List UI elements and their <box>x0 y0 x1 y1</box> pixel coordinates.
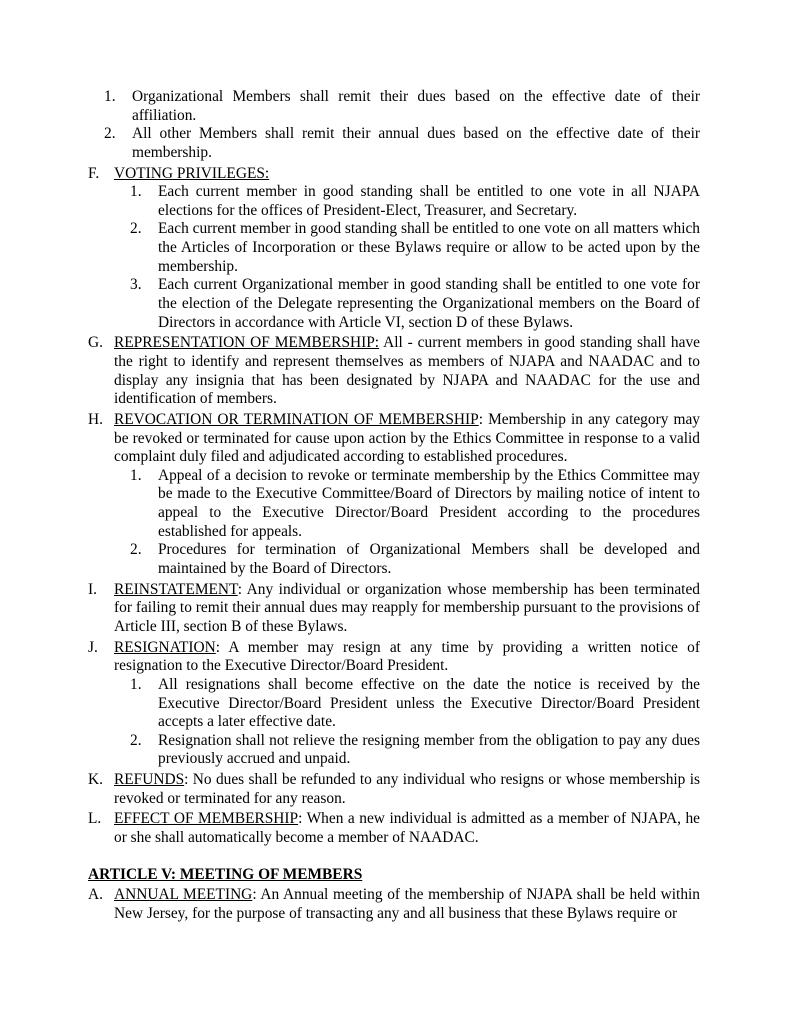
list-marker: 3. <box>130 276 142 294</box>
section-h <box>88 411 700 579</box>
section-heading: REVOCATION OR TERMINATION OF MEMBERSHIP <box>114 410 479 428</box>
section-heading: REFUNDS <box>114 771 185 789</box>
list-marker: 2. <box>130 731 142 749</box>
section-paragraph <box>114 581 700 637</box>
section-heading: REINSTATEMENT <box>114 580 238 598</box>
page-content <box>88 88 700 924</box>
section-heading: EFFECT OF MEMBERSHIP <box>114 810 299 828</box>
article-sections-list <box>88 886 700 923</box>
list-text: All other Members shall remit their annual dues based on the effective date of their membership. <box>132 125 700 161</box>
list-text: Appeal of a decision to revoke or terminate membership by the Ethics Committee may be made to the Executive Committee/Board of Directors by mailing notice of intent to appeal to the Executive Director/Board President according to the procedures established for appeals. <box>158 466 700 540</box>
list-text: Resignation shall not relieve the resigning member from the obligation to pay any dues previously accrued and unpaid. <box>158 731 700 768</box>
list-marker: 2. <box>104 125 116 143</box>
list-text: Each current Organizational member in good standing shall be entitled to one vote for the election of the Delegate representing the Organizational members on the Board of Directors in accordance with Article VI, section D of these Bylaws. <box>158 276 700 331</box>
list-text: Procedures for termination of Organizational Members shall be developed and maintained by the Board of Directors. <box>158 541 700 578</box>
section-marker: L. <box>88 810 102 828</box>
section-l <box>88 810 700 847</box>
list-text: All resignations shall become effective on the date the notice is received by the Executive Director/Board President unless the Executive Director/Board President accepts a later effective date. <box>158 675 700 731</box>
section-paragraph <box>114 411 700 467</box>
section-marker: F. <box>88 164 100 182</box>
list-item <box>114 676 700 732</box>
section-body: : Membership in any category may be revoked or terminated for cause upon action by the Ethics Committee in response to a valid complaint duly filed and adjudicated according to established procedures. <box>114 410 700 466</box>
section-body: : An Annual meeting of the membership of NJAPA shall be held within New Jersey, for the purpose of transacting any and all business that these Bylaws require or <box>114 886 700 922</box>
section-body: : A member may resign at any time by providing a written notice of resignation to the Executive Director/Board President. <box>114 638 700 675</box>
list-marker: 1. <box>130 466 142 484</box>
section-heading: ANNUAL MEETING <box>114 886 253 904</box>
section-j-subitems <box>114 676 700 769</box>
list-marker: 1. <box>130 183 142 201</box>
list-item <box>114 276 700 332</box>
section-paragraph <box>114 771 700 808</box>
section-heading: VOTING PRIVILEGES: <box>114 164 270 182</box>
list-marker: 1. <box>130 675 142 693</box>
section-marker: G. <box>88 334 103 352</box>
section-paragraph <box>114 165 700 184</box>
list-marker: 2. <box>130 220 142 238</box>
section-body: : When a new individual is admitted as a member of NJAPA, he or she shall automatically become a member of NAADAC. <box>114 810 700 846</box>
section-body: : No dues shall be refunded to any individual who resigns or whose membership is revoked or terminated for any reason. <box>114 771 700 807</box>
section-paragraph <box>114 810 700 847</box>
section-heading: REPRESENTATION OF MEMBERSHIP: <box>114 334 380 352</box>
list-marker: 2. <box>130 541 142 559</box>
section-body: All - current members in good standing shall have the right to identify and represent themselves as members of NJAPA and NAADAC and to display any insignia that has been designated by NJAPA and NAADAC for the use and identification of members. <box>114 334 700 408</box>
list-marker: 1. <box>104 88 116 105</box>
list-item <box>114 467 700 542</box>
section-marker: A. <box>88 886 103 904</box>
section-marker: I. <box>88 580 97 598</box>
article-section-a <box>88 886 700 923</box>
section-marker: H. <box>88 410 103 428</box>
section-i <box>88 581 700 637</box>
list-item <box>88 88 700 125</box>
section-paragraph <box>114 886 700 923</box>
section-marker: K. <box>88 771 103 789</box>
lettered-sections-list <box>88 165 700 848</box>
section-f <box>88 165 700 333</box>
section-f-subitems <box>114 183 700 332</box>
list-item <box>114 220 700 276</box>
section-j <box>88 639 700 769</box>
article-title: ARTICLE V: MEETING OF MEMBERS <box>88 865 363 883</box>
section-body: : Any individual or organization whose membership has been terminated for failing to remit their annual dues may reapply for membership pursuant to the provisions of Article III, section B of these Bylaws. <box>114 580 700 635</box>
list-item <box>114 183 700 220</box>
list-text: Each current member in good standing shall be entitled to one vote on all matters which the Articles of Incorporation or these Bylaws require or allow to be acted upon by the membership. <box>158 220 700 275</box>
list-text: Organizational Members shall remit their dues based on the effective date of their affiliation. <box>132 88 700 124</box>
list-item <box>88 125 700 162</box>
section-marker: J. <box>88 638 98 656</box>
list-text: Each current member in good standing shall be entitled to one vote in all NJAPA elections for the offices of President-Elect, Treasurer, and Secretary. <box>158 183 700 219</box>
list-item <box>114 541 700 578</box>
section-k <box>88 771 700 808</box>
section-h-subitems <box>114 467 700 579</box>
section-g <box>88 334 700 409</box>
continued-numbered-list <box>88 88 700 163</box>
section-paragraph <box>114 334 700 409</box>
section-paragraph <box>114 639 700 676</box>
section-heading: RESIGNATION <box>114 638 216 656</box>
list-item <box>114 732 700 769</box>
